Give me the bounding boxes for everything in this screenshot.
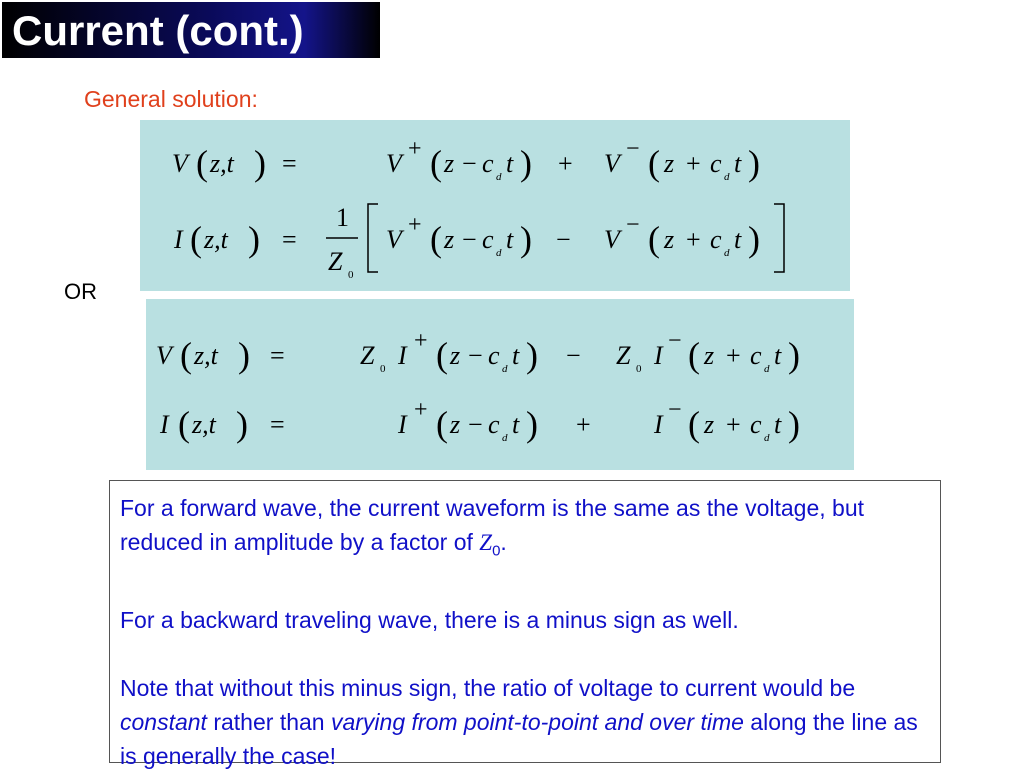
note-minus-text-a: Note that without this minus sign, the ratio of voltage to current would be bbox=[120, 674, 856, 701]
paren-open: ( bbox=[436, 404, 448, 444]
fraction-denominator-sub: 0 bbox=[348, 269, 354, 281]
term1-symbol: I bbox=[398, 341, 407, 370]
arg-c-sub: d bbox=[724, 171, 730, 183]
arg-c: c bbox=[482, 225, 494, 254]
paren-close: ) bbox=[748, 143, 760, 183]
note-emphasis-constant: constant bbox=[120, 708, 207, 735]
paren-open: ( bbox=[648, 143, 660, 183]
arg-t: t bbox=[506, 149, 514, 178]
paren-open: ( bbox=[430, 219, 442, 259]
term2-symbol: I bbox=[654, 341, 663, 370]
fraction-denominator: Z bbox=[328, 247, 343, 276]
arg-c: c bbox=[488, 341, 500, 370]
arg-c-sub: d bbox=[764, 363, 770, 375]
fraction-numerator: 1 bbox=[336, 203, 349, 232]
paren-close: ) bbox=[520, 143, 532, 183]
arg-z: z bbox=[704, 410, 715, 439]
note-backward-wave: For a backward traveling wave, there is a minus sign as well. bbox=[120, 606, 739, 633]
paren-close: ) bbox=[788, 404, 800, 444]
arg-c: c bbox=[710, 225, 722, 254]
arg-t: t bbox=[774, 341, 782, 370]
arg-t: t bbox=[512, 410, 520, 439]
arg-minus: − bbox=[468, 341, 483, 370]
term1-sup: + bbox=[408, 212, 422, 238]
paren-open: ( bbox=[178, 404, 190, 444]
arg-c: c bbox=[750, 410, 762, 439]
arg-c-sub: d bbox=[496, 247, 502, 259]
paren-open: ( bbox=[180, 335, 192, 375]
equation-box-current-form bbox=[146, 299, 854, 470]
explanation-box bbox=[109, 480, 941, 769]
arg-t: t bbox=[734, 225, 742, 254]
term2-symbol: I bbox=[654, 410, 663, 439]
arg-z: z bbox=[704, 341, 715, 370]
term1-symbol: V bbox=[386, 225, 402, 254]
paren-open: ( bbox=[688, 404, 700, 444]
note-forward-end: . bbox=[500, 529, 507, 555]
lhs-function: I bbox=[174, 225, 183, 254]
slide-title-bar bbox=[2, 2, 380, 58]
arg-c-sub: d bbox=[724, 247, 730, 259]
note-emphasis-varying: varying from point-to-point and over time bbox=[330, 708, 744, 735]
term2-sup: − bbox=[668, 397, 682, 423]
arg-z: z bbox=[664, 149, 675, 178]
term1-sup: + bbox=[414, 328, 428, 354]
equation-row-2b bbox=[159, 397, 800, 444]
arg-plus: + bbox=[686, 225, 701, 254]
arg-plus: + bbox=[686, 149, 701, 178]
or-label: OR bbox=[64, 279, 97, 304]
term1-sup: + bbox=[414, 397, 428, 423]
paren-open: ( bbox=[196, 143, 208, 183]
slide-title: Current (cont.) bbox=[12, 7, 304, 54]
term2-coefficient-sub: 0 bbox=[636, 363, 642, 375]
operator: + bbox=[576, 410, 591, 439]
term2-coefficient: Z bbox=[616, 341, 631, 370]
note-minus-text-b: rather than bbox=[206, 708, 331, 735]
term2-sup: − bbox=[626, 212, 640, 238]
note-forward-wave bbox=[120, 491, 930, 569]
note-minus-sign bbox=[120, 671, 930, 773]
lhs-args: z,t bbox=[210, 149, 234, 178]
operator: − bbox=[556, 225, 571, 254]
paren-open: ( bbox=[648, 219, 660, 259]
arg-minus: − bbox=[462, 225, 477, 254]
arg-z: z bbox=[444, 149, 455, 178]
z0-subscript: 0 bbox=[492, 542, 501, 560]
term1-symbol: I bbox=[398, 410, 407, 439]
paren-close: ) bbox=[526, 404, 538, 444]
note-forward-text: For a forward wave, the current waveform is the same as the voltage, but reduced in amplitude by a factor of bbox=[120, 495, 865, 555]
arg-c: c bbox=[710, 149, 722, 178]
equation-box-voltage-form bbox=[140, 120, 850, 291]
arg-plus: + bbox=[726, 341, 741, 370]
lhs-args: z,t bbox=[204, 225, 228, 254]
paren-close: ) bbox=[254, 143, 266, 183]
arg-t: t bbox=[506, 225, 514, 254]
arg-z: z bbox=[450, 410, 461, 439]
arg-minus: − bbox=[462, 149, 477, 178]
paren-close: ) bbox=[236, 404, 248, 444]
equation-set-1 bbox=[140, 120, 850, 291]
term2-symbol: V bbox=[604, 149, 620, 178]
equation-row-2a bbox=[156, 328, 800, 375]
term1-symbol: V bbox=[386, 149, 402, 178]
z0-symbol bbox=[479, 530, 501, 560]
term1-sup: + bbox=[408, 136, 422, 162]
arg-minus: − bbox=[468, 410, 483, 439]
arg-c-sub: d bbox=[764, 432, 770, 444]
arg-t: t bbox=[734, 149, 742, 178]
arg-c-sub: d bbox=[502, 363, 508, 375]
paren-close: ) bbox=[238, 335, 250, 375]
bracket-close bbox=[774, 204, 784, 272]
paren-close: ) bbox=[248, 219, 260, 259]
lhs-function: V bbox=[156, 341, 172, 370]
lhs-function: I bbox=[160, 410, 169, 439]
term1-coefficient: Z bbox=[360, 341, 375, 370]
equals-sign: = bbox=[282, 225, 297, 254]
arg-c: c bbox=[482, 149, 494, 178]
equals-sign: = bbox=[270, 341, 285, 370]
equation-row-1a bbox=[172, 136, 760, 183]
operator: + bbox=[558, 149, 573, 178]
term2-symbol: V bbox=[604, 225, 620, 254]
arg-c: c bbox=[488, 410, 500, 439]
z0-letter: Z bbox=[479, 530, 493, 555]
operator: − bbox=[566, 341, 581, 370]
arg-z: z bbox=[450, 341, 461, 370]
equation-row-1b bbox=[173, 203, 784, 281]
arg-z: z bbox=[664, 225, 675, 254]
term1-coefficient-sub: 0 bbox=[380, 363, 386, 375]
paren-open: ( bbox=[688, 335, 700, 375]
paren-close: ) bbox=[520, 219, 532, 259]
paren-close: ) bbox=[526, 335, 538, 375]
arg-t: t bbox=[512, 341, 520, 370]
equals-sign: = bbox=[270, 410, 285, 439]
bracket-open bbox=[368, 204, 378, 272]
paren-close: ) bbox=[748, 219, 760, 259]
arg-plus: + bbox=[726, 410, 741, 439]
lhs-args: z,t bbox=[192, 410, 216, 439]
equals-sign: = bbox=[282, 149, 297, 178]
paren-close: ) bbox=[788, 335, 800, 375]
paren-open: ( bbox=[430, 143, 442, 183]
equation-set-2 bbox=[146, 299, 854, 470]
arg-c: c bbox=[750, 341, 762, 370]
term2-sup: − bbox=[668, 328, 682, 354]
paren-open: ( bbox=[436, 335, 448, 375]
paren-open: ( bbox=[190, 219, 202, 259]
lhs-args: z,t bbox=[194, 341, 218, 370]
note-minus-text-c: along the line as is generally the case! bbox=[120, 708, 918, 769]
arg-c-sub: d bbox=[496, 171, 502, 183]
lhs-function: V bbox=[172, 149, 188, 178]
arg-c-sub: d bbox=[502, 432, 508, 444]
arg-t: t bbox=[774, 410, 782, 439]
term2-sup: − bbox=[626, 136, 640, 162]
general-solution-label: General solution: bbox=[84, 86, 258, 112]
arg-z: z bbox=[444, 225, 455, 254]
